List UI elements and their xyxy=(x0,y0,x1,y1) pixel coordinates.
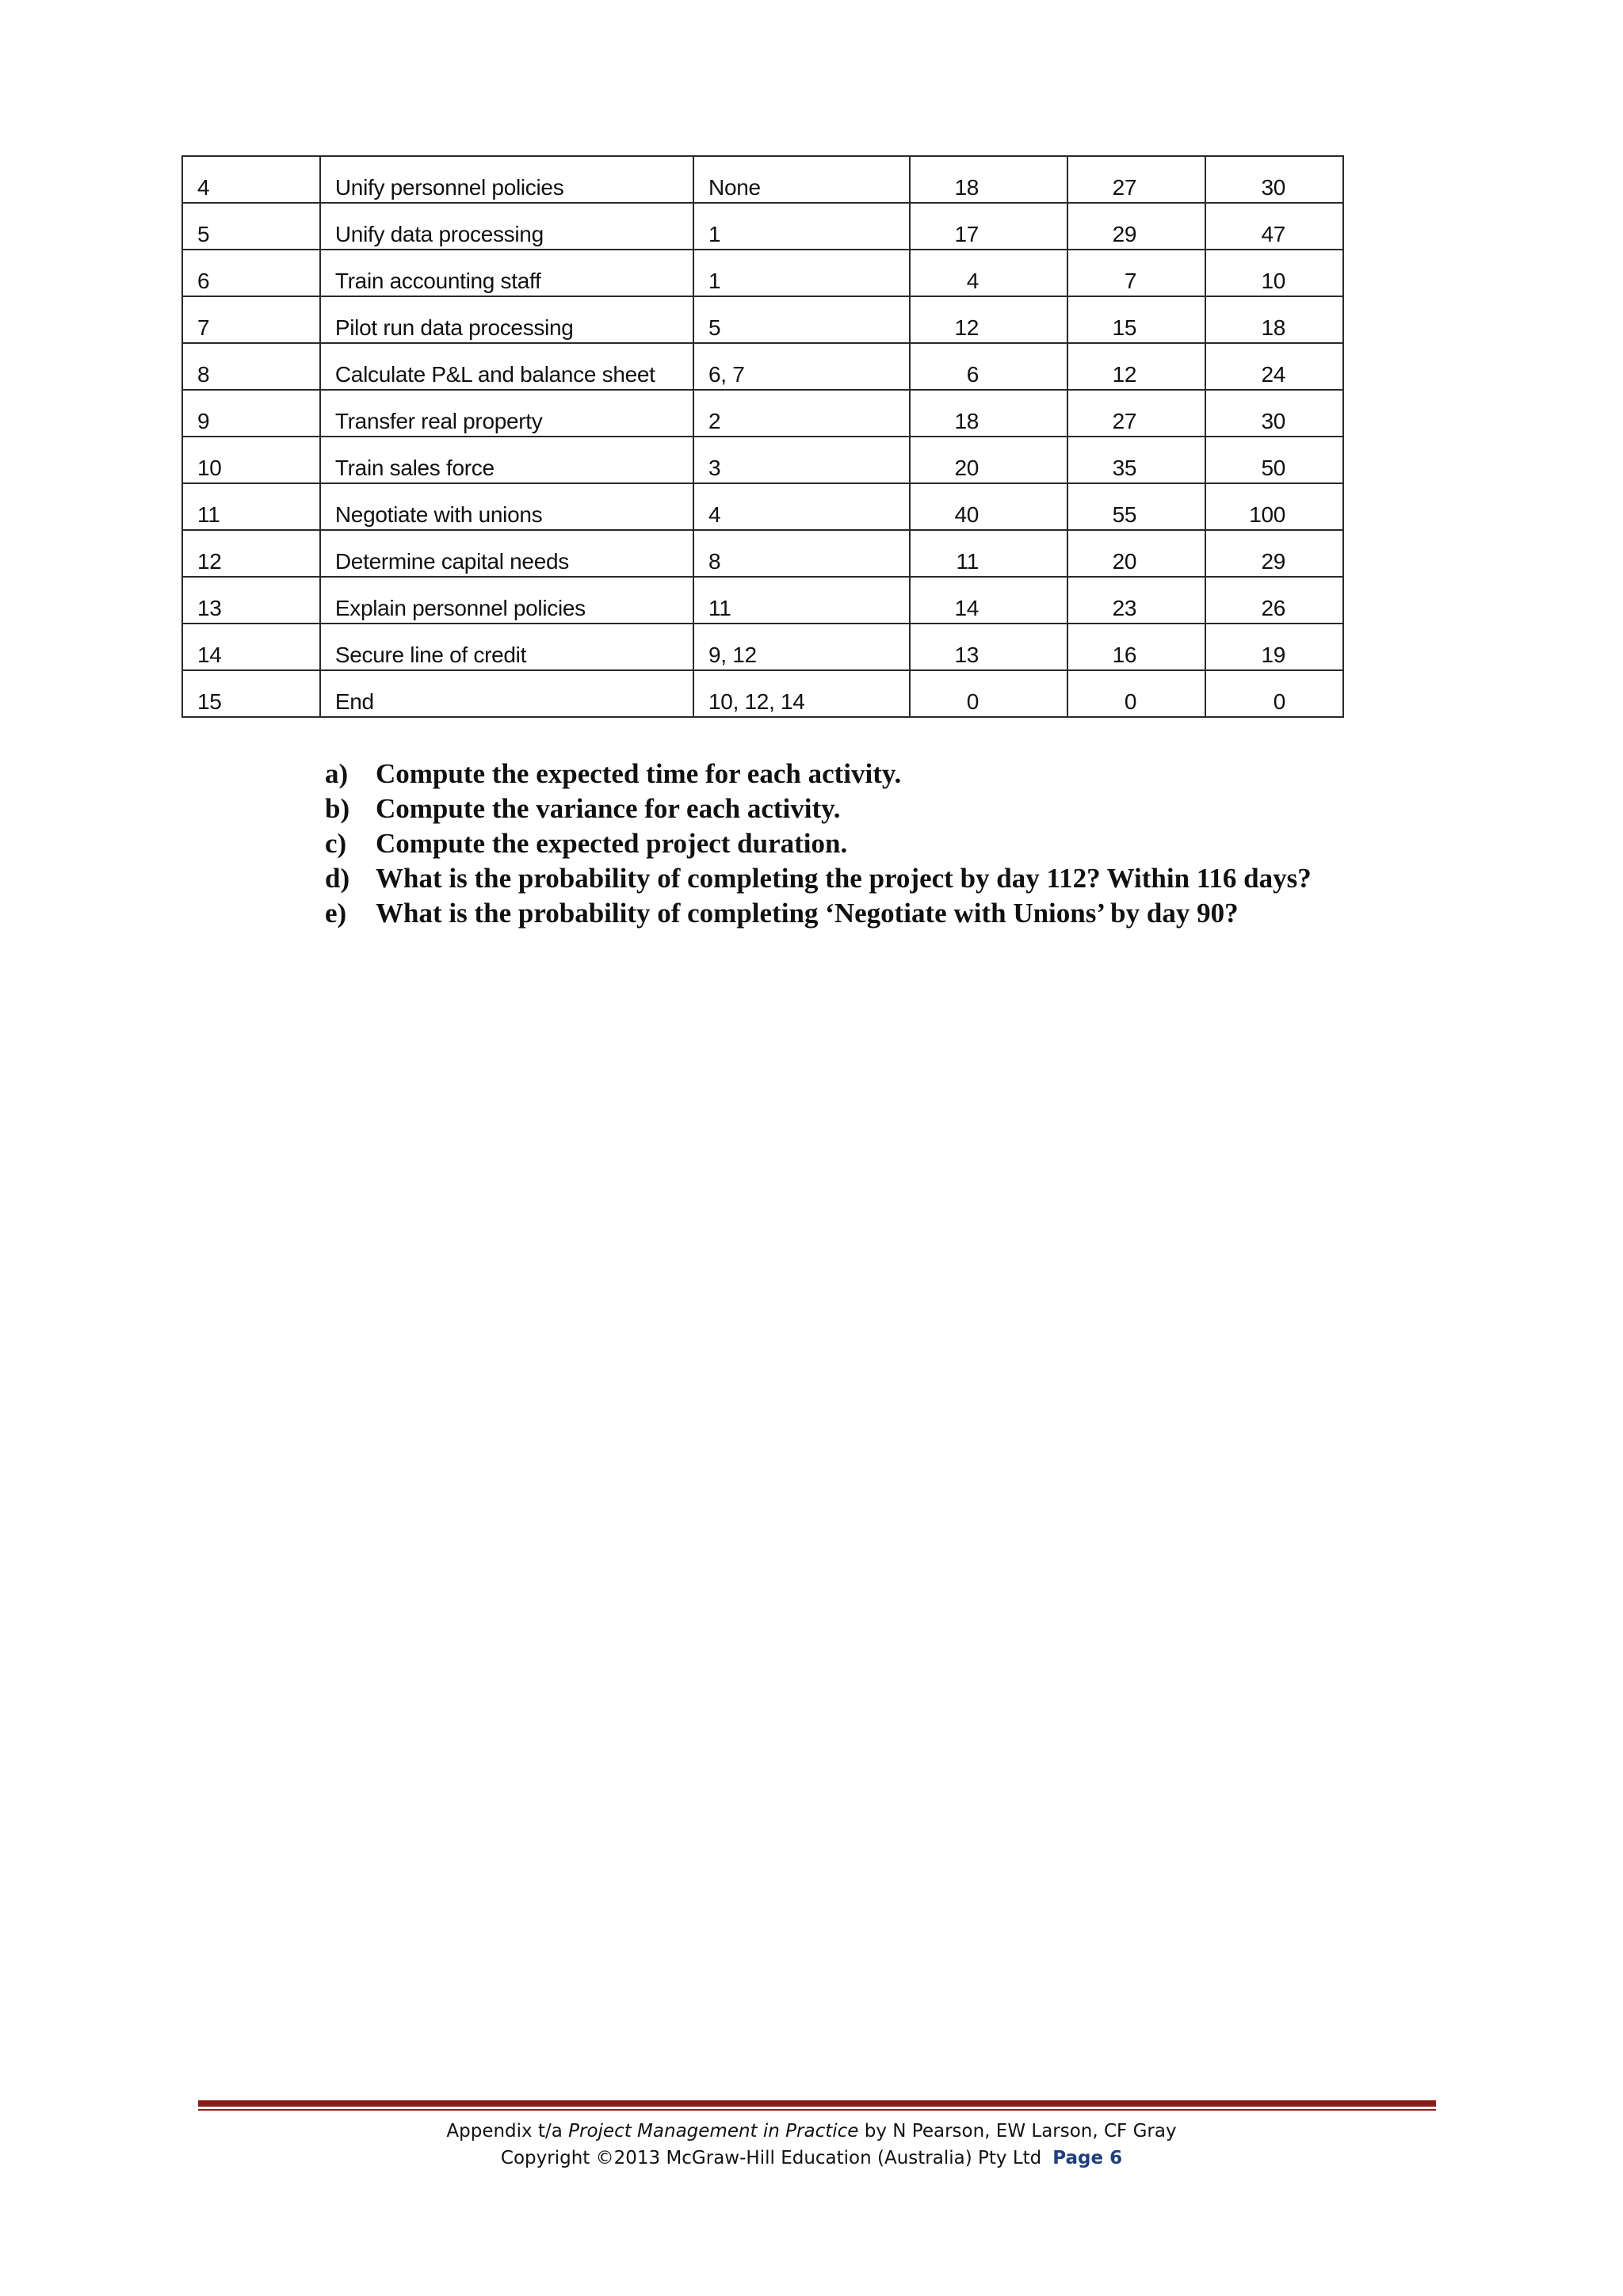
pessimistic-time: 10 xyxy=(1261,269,1286,293)
footer-citation xyxy=(0,2118,1623,2145)
activity-id: 14 xyxy=(182,624,320,670)
activity-id: 8 xyxy=(182,343,320,390)
table-row xyxy=(182,437,1343,483)
pessimistic-time-cell xyxy=(1205,343,1343,390)
question-label: d) xyxy=(325,863,350,894)
page-footer xyxy=(0,2118,1623,2172)
most-likely-time-cell xyxy=(1067,296,1205,343)
pessimistic-time-cell xyxy=(1205,624,1343,670)
activity-id: 4 xyxy=(182,156,320,203)
optimistic-time: 12 xyxy=(954,315,979,340)
page-number: Page 6 xyxy=(1052,2148,1123,2168)
pessimistic-time: 24 xyxy=(1261,362,1286,387)
table-row xyxy=(182,624,1343,670)
question-item xyxy=(325,791,1355,826)
activity-name: Secure line of credit xyxy=(320,624,693,670)
optimistic-time: 0 xyxy=(966,689,979,714)
pessimistic-time-cell xyxy=(1205,483,1343,530)
most-likely-time-cell xyxy=(1067,156,1205,203)
optimistic-time-cell xyxy=(910,530,1067,577)
activity-name: End xyxy=(320,670,693,717)
activity-id: 5 xyxy=(182,203,320,250)
question-label: a) xyxy=(325,758,349,789)
pessimistic-time: 30 xyxy=(1261,409,1286,433)
activity-predecessors: 1 xyxy=(693,250,910,296)
most-likely-time-cell xyxy=(1067,670,1205,717)
activity-name: Unify personnel policies xyxy=(320,156,693,203)
footer-citation-prefix: Appendix t/a xyxy=(446,2121,569,2142)
activity-predecessors: 4 xyxy=(693,483,910,530)
optimistic-time: 18 xyxy=(954,175,979,200)
pessimistic-time-cell xyxy=(1205,203,1343,250)
question-label: e) xyxy=(325,898,347,929)
question-text: What is the probability of completing the project by day 112? Within 116 days? xyxy=(376,863,1312,894)
pessimistic-time: 30 xyxy=(1261,175,1286,200)
most-likely-time: 12 xyxy=(1112,362,1137,387)
pessimistic-time: 0 xyxy=(1273,689,1286,714)
optimistic-time-cell xyxy=(910,156,1067,203)
activity-predecessors: 10, 12, 14 xyxy=(693,670,910,717)
activity-id: 13 xyxy=(182,577,320,624)
activity-predecessors: 2 xyxy=(693,390,910,437)
question-list xyxy=(325,757,1355,931)
question-label: c) xyxy=(325,828,347,859)
most-likely-time-cell xyxy=(1067,624,1205,670)
table-row xyxy=(182,390,1343,437)
pessimistic-time-cell xyxy=(1205,250,1343,296)
most-likely-time-cell xyxy=(1067,530,1205,577)
pessimistic-time: 100 xyxy=(1249,502,1286,527)
pessimistic-time-cell xyxy=(1205,577,1343,624)
most-likely-time: 23 xyxy=(1112,596,1137,620)
table-row xyxy=(182,203,1343,250)
footer-citation-authors: by N Pearson, EW Larson, CF Gray xyxy=(858,2121,1177,2142)
optimistic-time: 6 xyxy=(966,362,979,387)
pessimistic-time-cell xyxy=(1205,390,1343,437)
optimistic-time: 17 xyxy=(954,222,979,246)
pessimistic-time-cell xyxy=(1205,156,1343,203)
activity-predecessors: 5 xyxy=(693,296,910,343)
pessimistic-time: 29 xyxy=(1261,549,1286,574)
table-row xyxy=(182,483,1343,530)
pessimistic-time: 19 xyxy=(1261,643,1286,667)
most-likely-time-cell xyxy=(1067,343,1205,390)
optimistic-time: 18 xyxy=(954,409,979,433)
activity-name: Train accounting staff xyxy=(320,250,693,296)
question-item xyxy=(325,896,1355,931)
activity-predecessors: 11 xyxy=(693,577,910,624)
most-likely-time: 20 xyxy=(1112,549,1137,574)
pessimistic-time-cell xyxy=(1205,530,1343,577)
activity-name: Negotiate with unions xyxy=(320,483,693,530)
activity-name: Explain personnel policies xyxy=(320,577,693,624)
activity-name: Train sales force xyxy=(320,437,693,483)
question-text: What is the probability of completing ‘Negotiate with Unions’ by day 90? xyxy=(376,898,1239,929)
pessimistic-time-cell xyxy=(1205,670,1343,717)
footer-divider xyxy=(198,2100,1436,2107)
table-row xyxy=(182,670,1343,717)
pessimistic-time: 47 xyxy=(1261,222,1286,246)
activity-predecessors: 8 xyxy=(693,530,910,577)
pessimistic-time: 18 xyxy=(1261,315,1286,340)
activity-id: 6 xyxy=(182,250,320,296)
activity-name: Pilot run data processing xyxy=(320,296,693,343)
most-likely-time-cell xyxy=(1067,483,1205,530)
question-item xyxy=(325,861,1355,896)
question-item xyxy=(325,826,1355,861)
question-label: b) xyxy=(325,793,350,824)
optimistic-time-cell xyxy=(910,624,1067,670)
optimistic-time-cell xyxy=(910,437,1067,483)
most-likely-time: 0 xyxy=(1124,689,1137,714)
most-likely-time: 35 xyxy=(1112,456,1137,480)
optimistic-time-cell xyxy=(910,670,1067,717)
question-item xyxy=(325,757,1355,791)
optimistic-time-cell xyxy=(910,577,1067,624)
activity-id: 12 xyxy=(182,530,320,577)
optimistic-time-cell xyxy=(910,203,1067,250)
activity-table xyxy=(181,155,1344,718)
pessimistic-time-cell xyxy=(1205,437,1343,483)
activity-predecessors: None xyxy=(693,156,910,203)
table-row xyxy=(182,296,1343,343)
activity-id: 10 xyxy=(182,437,320,483)
pessimistic-time: 26 xyxy=(1261,596,1286,620)
activity-name: Determine capital needs xyxy=(320,530,693,577)
most-likely-time: 7 xyxy=(1124,269,1137,293)
optimistic-time-cell xyxy=(910,483,1067,530)
optimistic-time: 14 xyxy=(954,596,979,620)
table-row xyxy=(182,250,1343,296)
most-likely-time-cell xyxy=(1067,203,1205,250)
question-text: Compute the expected project duration. xyxy=(376,828,848,859)
optimistic-time: 40 xyxy=(954,502,979,527)
most-likely-time-cell xyxy=(1067,390,1205,437)
most-likely-time-cell xyxy=(1067,437,1205,483)
optimistic-time-cell xyxy=(910,250,1067,296)
activity-name: Calculate P&L and balance sheet xyxy=(320,343,693,390)
footer-copyright: Copyright ©2013 McGraw-Hill Education (Australia) Pty Ltd xyxy=(500,2148,1042,2168)
activity-predecessors: 6, 7 xyxy=(693,343,910,390)
most-likely-time-cell xyxy=(1067,250,1205,296)
most-likely-time: 15 xyxy=(1112,315,1137,340)
most-likely-time: 27 xyxy=(1112,409,1137,433)
activity-predecessors: 1 xyxy=(693,203,910,250)
footer-divider-thin xyxy=(198,2109,1436,2111)
footer-book-title: Project Management in Practice xyxy=(568,2121,859,2142)
optimistic-time: 4 xyxy=(966,269,979,293)
question-text: Compute the expected time for each activity. xyxy=(376,758,902,789)
optimistic-time-cell xyxy=(910,390,1067,437)
most-likely-time-cell xyxy=(1067,577,1205,624)
activity-id: 9 xyxy=(182,390,320,437)
activity-id: 11 xyxy=(182,483,320,530)
activity-table-body xyxy=(182,156,1343,717)
optimistic-time: 13 xyxy=(954,643,979,667)
activity-predecessors: 3 xyxy=(693,437,910,483)
table-row xyxy=(182,530,1343,577)
table-row xyxy=(182,577,1343,624)
most-likely-time: 55 xyxy=(1112,502,1137,527)
activity-predecessors: 9, 12 xyxy=(693,624,910,670)
pessimistic-time-cell xyxy=(1205,296,1343,343)
optimistic-time-cell xyxy=(910,296,1067,343)
footer-copyright-line xyxy=(0,2145,1623,2172)
activity-name: Transfer real property xyxy=(320,390,693,437)
question-text: Compute the variance for each activity. xyxy=(376,793,841,824)
optimistic-time-cell xyxy=(910,343,1067,390)
table-row xyxy=(182,156,1343,203)
optimistic-time: 20 xyxy=(954,456,979,480)
optimistic-time: 11 xyxy=(956,549,979,574)
table-row xyxy=(182,343,1343,390)
most-likely-time: 27 xyxy=(1112,175,1137,200)
activity-id: 7 xyxy=(182,296,320,343)
most-likely-time: 16 xyxy=(1112,643,1137,667)
most-likely-time: 29 xyxy=(1112,222,1137,246)
activity-name: Unify data processing xyxy=(320,203,693,250)
activity-id: 15 xyxy=(182,670,320,717)
pessimistic-time: 50 xyxy=(1261,456,1286,480)
